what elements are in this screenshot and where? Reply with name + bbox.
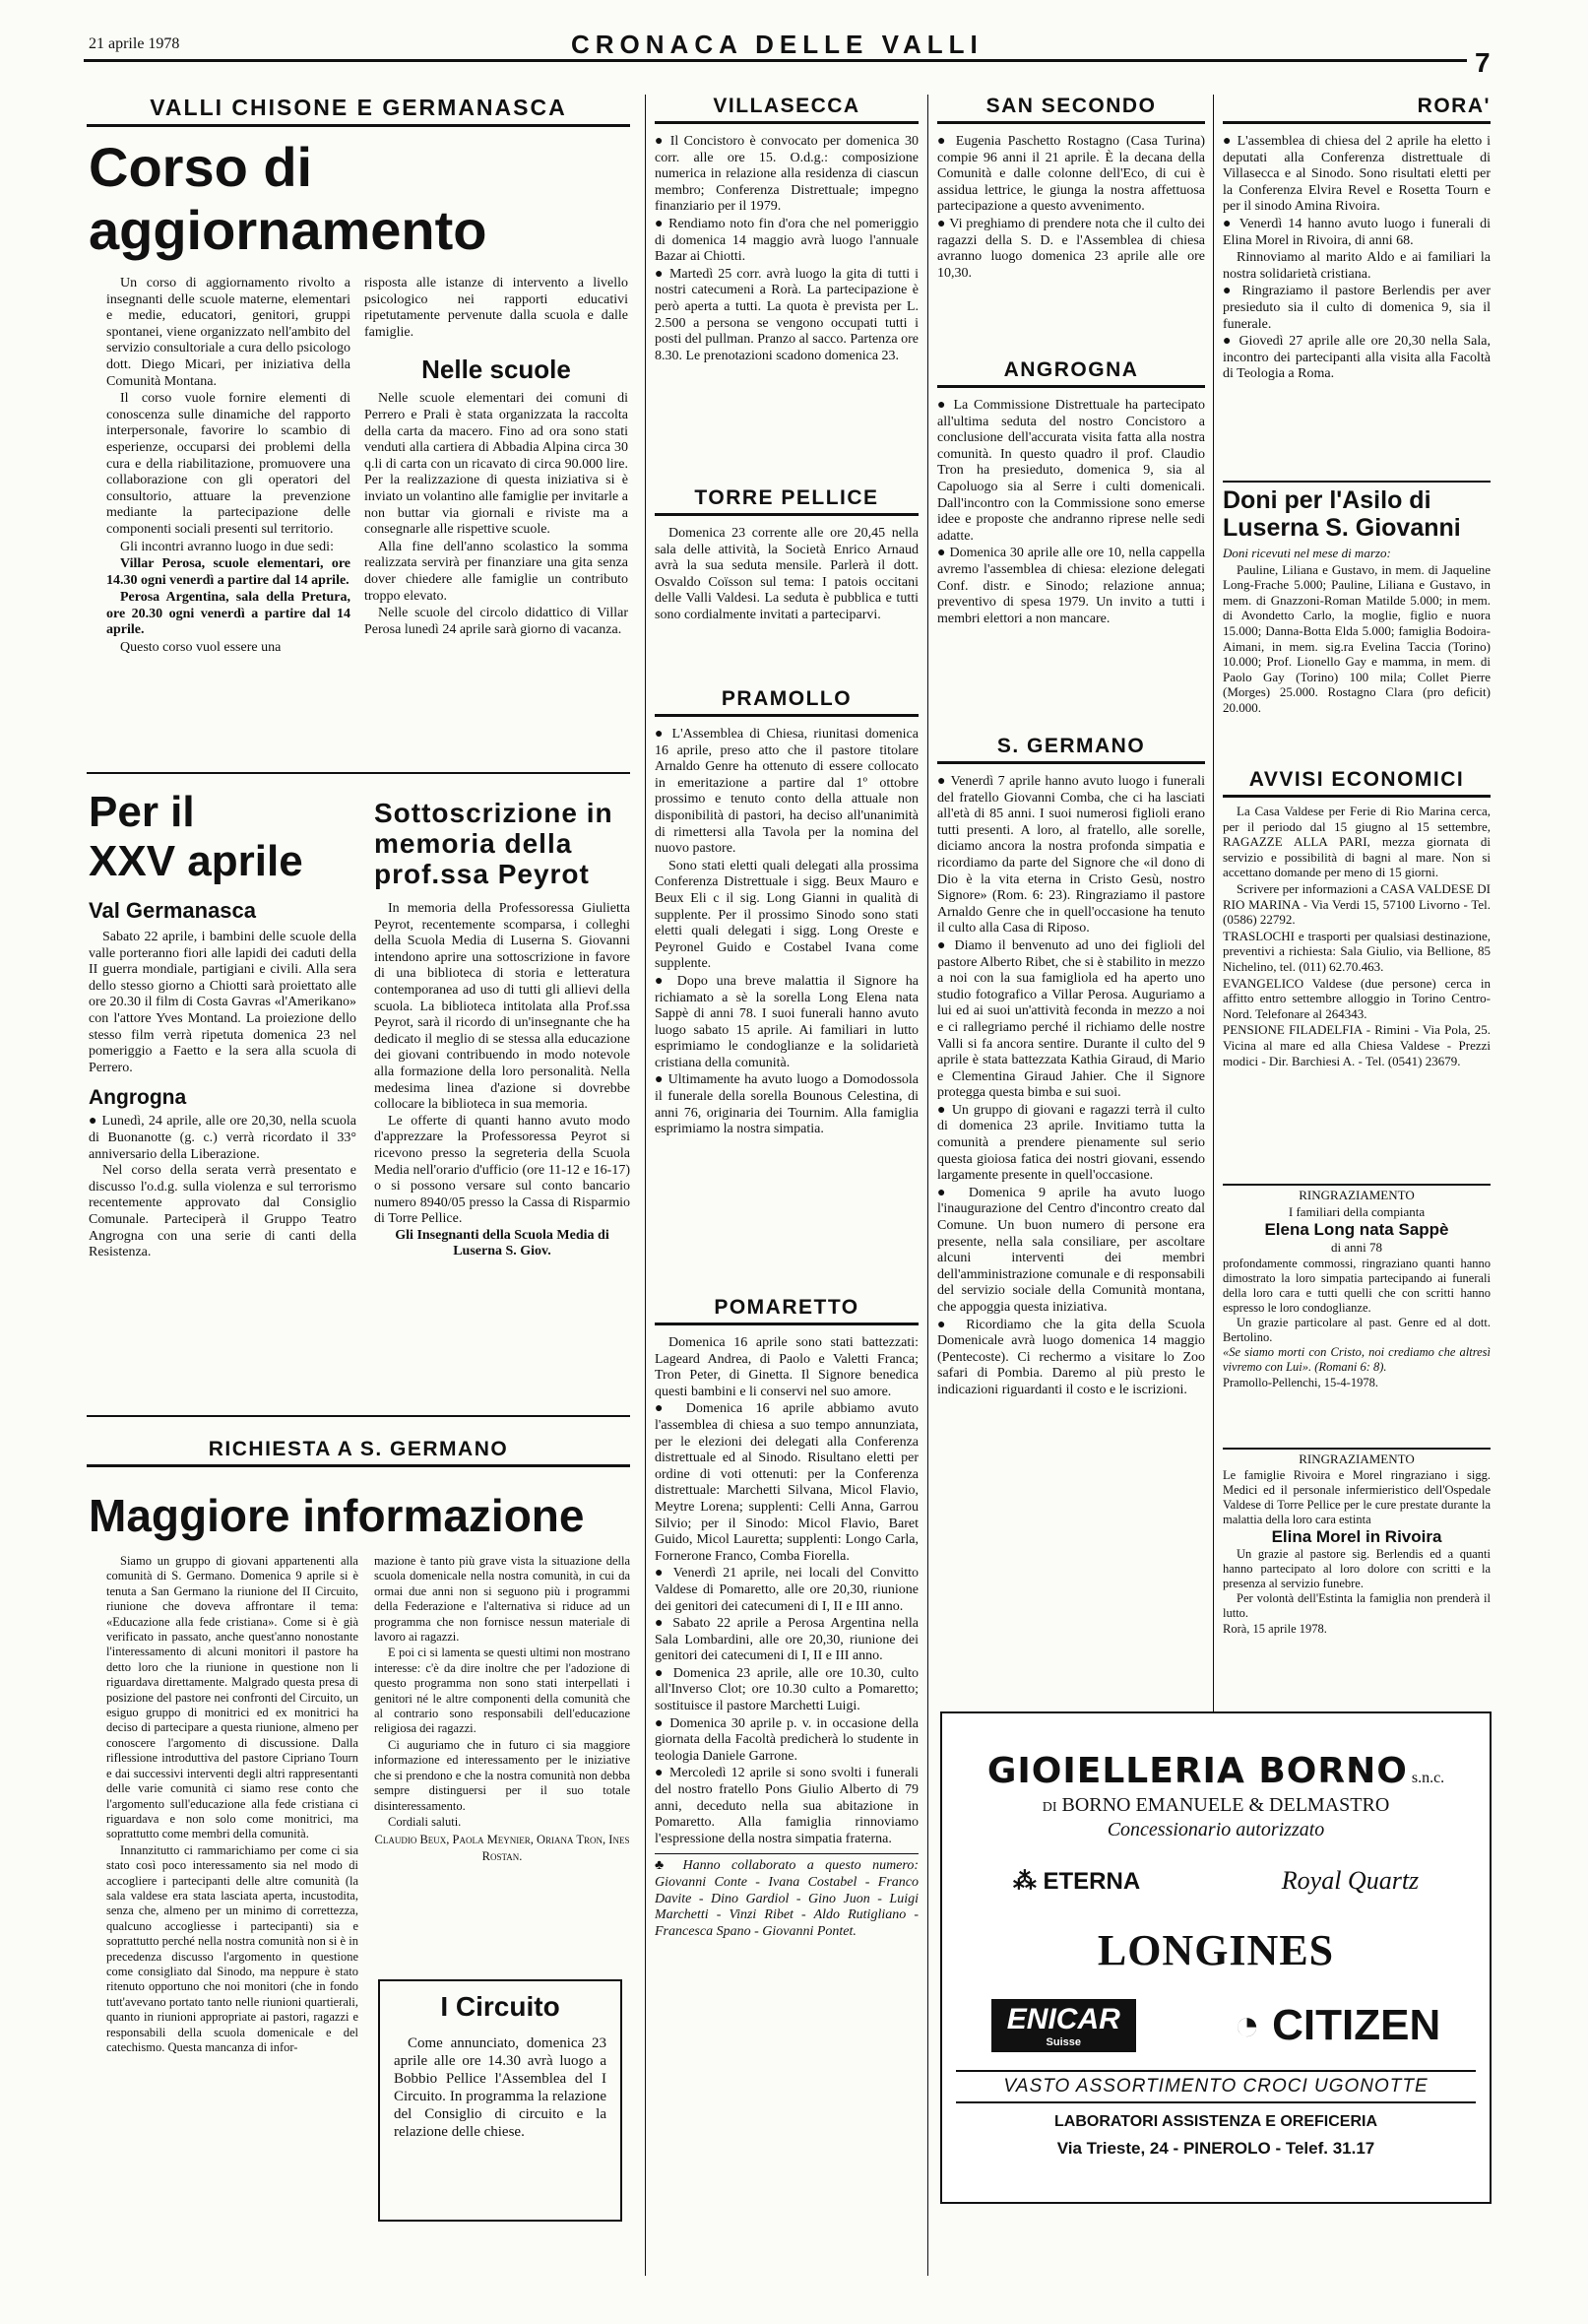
- section-avvisi: AVVISI ECONOMICI: [1223, 768, 1491, 798]
- circuito-title: I Circuito: [440, 1991, 560, 2022]
- maggiore-col1: Siamo un gruppo di giovani appartenenti alla comunità di S. Germano. Domenica 9 aprile si è tenuta a San Germano la riunione del II Circuito, riunione che doveva affrontare il tema: «Educazione alla fede cristiana». Come si è già verificato in passato, anche quest'anno nonostante l'interessamento di alcuni monitori il pastore ha detto loro che la riunione in questione non li riguardava direttamente. Malgrado questa presa di posizione del pastore nei confronti del Circuito, un esiguo gruppo di monitrici ed ex monitrici ha deciso di partecipare a questa riunione, almeno per conoscere l'argomento di discussione. Dalla riflessione introduttiva del pastore Cipriano Tourn e dai successivi interventi degli altri rappresentanti delle varie comunità ci siamo rese conto che l'argomento sull'educazione alla fede cristiana ci riguardava e non solo come monitrici, ma soprattutto come membri della comunità. Innanzitutto ci rammarichiamo per come ci sia stato così poco interessamento sia nel modo di accogliere i partecipanti delle altre comunità (la sala valdese era stata lasciata aperta, incustodita, senza che, almeno per un minimo di correttezza, qualcuno accogliesse i partecipanti) sia e soprattutto perché nella nostra comunità non si è in precedenza discusso l'argomento in questione come consigliato dal Sinodo, ma neppure è stato ritenuto opportuno che noi monitori (che in fondo tutt'avevano portato tanto nelle riunioni quartierali, quanto in riunioni appropriate ai pastori, ragazzi e responsabili della scuola domenicale e del catechismo. Questa mancanza di infor-: [106, 1554, 358, 2054]
- corso-col1: Un corso di aggiornamento rivolto a insegnanti delle scuole materne, elementari e medie, educatori, genitori, gruppi spontanei, viene organizzato nell'ambito del servizio consultoriale a cura dello psicologo dott. Diego Micari, per iniziativa della Comunità Montana. Il corso vuole fornire elementi di conoscenza sulle dinamiche del rapporto interpersonale, favorire lo scambio di esperienze, occuparsi dei problemi della cura e della riabilitazione, promuovere una collaborazione con gli operatori del consultorio, attuare la prevenzione mediante la partecipazione delle componenti sociali presenti sul territorio. Gli incontri avranno luogo in due sedi: Villar Perosa, scuole elementari, ore 14.30 ogni venerdì a partire dal 14 aprile. Perosa Argentina, sala della Pretura, ore 20.30 ogni venerdì a partire dal 14 aprile. Questo corso vuol essere una: [106, 276, 350, 656]
- maggiore-signature: Claudio Beux, Paola Meynier, Oriana Tron, Ines Rostan.: [374, 1833, 630, 1863]
- section-san-secondo: SAN SECONDO: [937, 95, 1205, 124]
- xxv-article: Per il XXV aprile Val Germanasca Sabato 22 aprile, i bambini delle scuole della valle porteranno fiori alle lapidi dei caduti della II guerra mondiale, partigiani e civili. Alla sera dello stesso giorno a Chiotti sarà proiettato alle ore 20.30 il film di Costa Gavras «l'Amerikano» con l'attore Yves Montand. La proiezione dello stesso film verrà ripetuta domenica 23 nel pomeriggio a Faetto e la sera alla scuola di Perrero. Angrogna ● Lunedì, 24 aprile, alle ore 20,30, nella scuola di Buonanotte (g. c.) verrà ricordato il 33° anniversario della Liberazione. Nel corso della serata verrà presentato e discusso l'o.d.g. sulla violenza e sul terrorismo recentemente approvato dal Consiglio Comunale. Parteciperà il Gruppo Teatro Angrogna con una serie di canti della Resistenza.: [89, 788, 356, 1260]
- corso-col2: risposta alle istanze di intervento a livello psicologico nei rapporti educativi ripetutamente pervenute dalla scuola e dalle famiglie. Nelle scuole Nelle scuole elementari dei comuni di Perrero e Prali è stata organizzata la raccolta della carta da macero. Fino ad ora sono stati venduti alla cartiera di Abbadia Alpina circa 30 q.li di carta con un ricavato di circa 90.000 lire. Per la realizzazione di questa iniziativa si è inviato un volantino alle famiglie per invitarle a non buttar via giornali e riviste ma a consegnarle alle rispettive scuole. Alla fine dell'anno scolastico la somma realizzata servirà per finanziare una gita senza dover chiedere alle famiglie un contributo troppo elevato. Nelle scuole del circolo didattico di Villar Perosa lunedì 24 aprile sarà giorno di vacanza.: [364, 276, 628, 637]
- angrogna-text: ● La Commissione Distrettuale ha partecipato all'ultima seduta del nostro Concistoro a conclusione dell'accurata visita fatta alla nostra comunità. In questo quadro il prof. Claudio Tron ha presieduto, domenica 9, sia al Capoluogo sia al Serre i culti domenicali. Dall'incontro con la Commissione sono emerse idee e proposte che andranno riprese nelle sedi adatte. ● Domenica 30 aprile alle ore 10, nella cappella avremo l'assemblea di chiesa: elezione delegati Conf. distr. e Sinodo; relazione annua; preventivo di spesa 1979. Un invito a tutti i membri elettori a non mancare.: [937, 398, 1205, 626]
- ad-shop-name: GIOIELLERIA BORNO: [986, 1751, 1408, 1791]
- doni-article: Doni per l'Asilo di Luserna S. Giovanni Doni ricevuti nel mese di marzo: Pauline, Liliana e Gustavo, in mem. di Jaqueline Long-Frache 5.000; Pauline, Liliana e Gustavo, in mem. di Gnazzoni-Roman Matilde 5.000; in mem. di Avondetto Carlo, la moglie, figlio e nuora 15.000; Danna-Botta Elda 5.000; famiglia Bodoira-Aimani, in mem. sig.ra Evelina Taccia (Torino) 10.000; Prof. Lionello Gay e mamma, in mem. di Paolo Gay (Torino) 100 mila; Collet Pierre (Morges) 25.000. Rostagno Clara (pro deficit) 20.000.: [1223, 486, 1491, 715]
- ringraziamento-long: RINGRAZIAMENTO I familiari della compianta Elena Long nata Sappè di anni 78 profondamente commossi, ringraziano quanti hanno dimostrato la loro simpatia partecipando ai funerali della loro cara e tutti quelli che con scritti hanno espresso le loro condoglianze. Un grazie particolare al past. Genre ed al dott. Bertolino. «Se siamo morti con Cristo, noi crediamo che altresì vivremo con Lui». (Romani 6: 8). Pramollo-Pellenchi, 15-4-1978.: [1223, 1188, 1491, 1389]
- ad-assortimento: VASTO ASSORTIMENTO CROCI UGONOTTE: [956, 2070, 1476, 2103]
- section-pomaretto: POMARETTO: [655, 1296, 919, 1325]
- san-secondo-text: ● Eugenia Paschetto Rostagno (Casa Turina) compie 96 anni il 21 aprile. È la decana della Comunità e dalle colonne dell'Eco, di cui è assidua lettrice, le giunga la nostra affettuosa partecipazione a questo avvenimento. ● Vi preghiamo di prendere nota che il culto dei ragazzi della S. D. e l'Assemblea di chiesa avranno luogo domenica 23 aprile alle ore 10,30.: [937, 134, 1205, 281]
- masthead: CRONACA DELLE VALLI: [571, 30, 984, 59]
- maggiore-col2: mazione è tanto più grave vista la situazione della scuola domenicale nella nostra comunità, in cui da ormai due anni non si seguono più i programmi della Federazione e l'alternativa si riduce ad un programma che non fornisce nessun materiale di lavoro ai ragazzi. E poi ci si lamenta se questi ultimi non mostrano interesse: c'è da dire inoltre che per l'adozione di questo programma non sono stati interpellati i genitori né le altre componenti della comunità che al contrario sono responsabili dell'educazione religiosa dei ragazzi. Ci auguriamo che in futuro ci sia maggiore informazione ed interessamento per le iniziative che si prendono e che la nostra comunità non debba sempre distinguersi per il suo totale disinteressamento. Cordiali saluti. Claudio Beux, Paola Meynier, Oriana Tron, Ines Rostan.: [374, 1554, 630, 1863]
- masthead-rule: [84, 59, 1467, 62]
- advertisement-borno: GIOIELLERIA BORNO s.n.c. di BORNO EMANUELE & DELMASTRO Concessionario autorizzato ⁂ ETERNA Royal Quartz LONGINES ENICAR Suisse ◔ CITIZEN VASTO ASSORTIMENTO CROCI UGONOTTE LABORATORI ASSISTENZA E OREFICERIA Via Trieste, 24 - PINEROLO - Telef. 31.17: [940, 1711, 1492, 2204]
- divider: [87, 772, 630, 774]
- section-torre: TORRE PELLICE: [655, 486, 919, 516]
- circuito-box: I Circuito Come annunciato, domenica 23 aprile alle ore 14.30 avrà luogo a Bobbio Pellice l'Assemblea del I Circuito. In programma la relazione del Consiglio di circuito e la relazione delle chiese.: [378, 1979, 622, 2222]
- ad-citizen-logo: ◔ CITIZEN: [1234, 2001, 1441, 2050]
- sottoscrizione-title: Sottoscrizione in memoria della prof.ssa Peyrot: [374, 798, 613, 889]
- page-number: 7: [1475, 47, 1491, 78]
- nelle-scuole-title: Nelle scuole: [421, 355, 571, 385]
- section-valli: VALLI CHISONE E GERMANASCA: [87, 95, 630, 127]
- sottoscrizione-article: Sottoscrizione in memoria della prof.ssa Peyrot In memoria della Professoressa Giulietta Peyrot, recentemente scomparsa, i colleghi della Scuola Media di Luserna S. Giovanni intendono aprire una sottoscrizione in favore di una biblioteca di storia e letteratura contemporanea ad uso di tutti gli allievi della scuola. La biblioteca intitolata alla Prof.ssa Peyrot, sarà il ricordo di un'insegnante che ha dedicato il meglio di se stessa alla educazione dei giovani contribuendo in modo notevole alla formazione della loro personalità. Nella medesima linea d'azione si dovrebbe collocare la biblioteca in sua memoria. Le offerte di quanti hanno avuto modo d'apprezzare la Professoressa Peyrot si ricevono presso la segreteria della Scuola Media nell'orario d'ufficio (ore 11-12 e 16-17) o si possono versare sul conto bancario numero 8940/05 presso la Cassa di Risparmio di Torre Pellice. Gli Insegnanti della Scuola Media di Luserna S. Giov.: [374, 798, 630, 1259]
- section-rora: RORA': [1223, 95, 1491, 124]
- section-angrogna: ANGROGNA: [937, 358, 1205, 388]
- xxv-title-1: Per il: [89, 788, 195, 836]
- eterna-icon: ⁂: [1012, 1868, 1037, 1896]
- s-germano-text: ● Venerdì 7 aprile hanno avuto luogo i funerali del fratello Giovanni Comba, che ci ha lasciati all'età di 85 anni. I suoi numerosi figlioli erano tutti presenti. A loro, al fratello, alle sorelle, diciamo ancora la nostra profonda simpatia e ricordiamo da parte del Signore che «il dono di Dio è la vita eterna in Cristo Gesù, nostro Signore» (Rom. 6: 23). Ringraziamo il pastore Arnaldo Genre che in quell'occasione ha tenuto il culto alla Casa di Riposo. ● Diamo il benvenuto ad uno dei figlioli del pastore Alberto Ribet, che si è stabilito in mezzo a noi con la sua famigliola ed ha aperto uno studio fotografico a Villar Perosa. Auguriamo a lui ed ai suoi un'attività feconda in mezzo a noi e ci rallegriamo perché il richiamo delle nostre Valli si fa ancora sentire. Durante il culto del 9 aprile è stata battezzata Kathia Giraud, di Mario e Clementina Giraud Jahier. Che il Signore protegga questa bimba e sui suoi. ● Un gruppo di giovani e ragazzi terrà il culto di domenica 23 aprile. Invitiamo tutta la comunità a prendere pienamente sul serio questa gioiosa fatica dei nostri giovani, essendo largamente presente in quell'occasione. ● Domenica 9 aprile ha avuto luogo l'inaugurazione del Centro d'incontro creato dal Comune. Un buon numero di persone era presente, nella sala consiliare, per ascoltare alcuni interventi dei membri dell'amministrazione comunale e di responsabili del servizio sociale della Comunità montana, che appoggia questa iniziativa. ● Ricordiamo che la gita della Scuola Domenicale avrà luogo domenica 14 maggio (Pentecoste). Ci rechermo a visitare lo Zoo safari di Pombia. Daremo al più presto le indicazioni riguardanti il costo e le iscrizioni.: [937, 774, 1205, 1397]
- issue-date: 21 aprile 1978: [89, 35, 180, 52]
- ad-eterna-logo: ⁂ ETERNA: [1012, 1868, 1141, 1896]
- xxv-subtitle: Val Germanasca: [89, 898, 257, 923]
- angrogna-subtitle: Angrogna: [89, 1086, 187, 1110]
- torre-text: Domenica 23 corrente alle ore 20,45 nella sala delle attività, la Società Enrico Arnaud avrà la sua seduta mensile. Parlerà il dott. Osvaldo Coïsson sul tema: I patois occitani delle Valli Valdesi. La seduta è pubblica e tutti sono cordialmente invitati a parteciparvi.: [655, 526, 919, 622]
- avvisi-text: La Casa Valdese per Ferie di Rio Marina cerca, per il periodo dal 15 giugno al 15 settembre, RAGAZZE ALLA PARI, mezza giornata di servizio e possibilità di bagni al mare. Non si accettano domande per meno di 15 giorni. Scrivere per informazioni a CASA VALDESE DI RIO MARINA - Via Verdi 15, 57100 Livorno - Tel. (0586) 22792. TRASLOCHI e trasporti per qualsiasi destinazione, preventivi a richiesta: Sala Giulio, via Bellione, 85 Nichelino, tel. (011) 62.70.463. EVANGELICO Valdese (due persone) cerca in affitto entro settembre alloggio in Torino Centro-Nord. Telefonare al 264343. PENSIONE FILADELFIA - Rimini - Via Pola, 25. Vicina al mare ed alla Chiesa Valdese - Prezzi modici - Dir. Barchiesi A. - Tel. (0541) 23679.: [1223, 804, 1491, 1068]
- section-richiesta: RICHIESTA A S. GERMANO: [87, 1438, 630, 1467]
- section-pramollo: PRAMOLLO: [655, 687, 919, 717]
- pomaretto-text: Domenica 16 aprile sono stati battezzati: Lageard Andrea, di Paolo e Valetti Franca; Tron Peter, di Ginetta. Il Signore benedica questi bambini e li conservi nel suo amore. ● Domenica 16 aprile abbiamo avuto l'assemblea di chiesa a suo tempo annunziata, per le elezioni dei delegati alla Conferenza distrettuale ed al Sinodo. Risultano eletti per ordine di voti ottenuti: per la Conferenza distrettuale: Marchetti Silvana, Micol Flavio, Meytre Lorena; supplenti: Celli Anna, Garrou Silvio; per il Sinodo: Micol Flavio, Baret Guido, Micol Lauretta; supplenti: Longo Carla, Fornerone Franco, Comba Fiorella. ● Venerdì 21 aprile, nei locali del Convitto Valdese di Pomaretto, alle ore 20,30, riunione dei genitori dei catecumeni di I, II e III anno. ● Sabato 22 aprile a Perosa Argentina nella Sala Lombardini, alle ore 20,30, riunione dei genitori dei catecumeni di I, II e III anno. ● Domenica 23 aprile, alle ore 10.30, culto all'Inverso Clot; ore 10.30 culto a Pomaretto; sostituisce il pastore Marchetti Luigi. ● Domenica 30 aprile p. v. in occasione della giornata della Facoltà predicherà lo studente in teologia Daniele Garrone. ● Mercoledì 12 aprile si sono svolti i funerali del nostro fratello Pons Giulio Alberto di 79 anni, deceduto nella sua abitazione in Pomaretto. Alla famiglia rinnoviamo l'espressione della nostra simpatia fraterna. ♣ Hanno collaborato a questo numero: Giovanni Conte - Ivana Costabel - Franco Davite - Dino Gardiol - Gino Juon - Luigi Marchetti - Vinzi Ribet - Aldo Rutigliano - Francesca Spano - Giovanni Pontet.: [655, 1335, 919, 1939]
- clock-icon: ◔: [1234, 2001, 1260, 2050]
- xxv-title-2: XXV aprile: [89, 837, 303, 885]
- corso-title: Corso di aggiornamento: [89, 136, 487, 261]
- ad-longines-logo: LONGINES: [1097, 1926, 1335, 1975]
- pramollo-text: ● L'Assemblea di Chiesa, riunitasi domenica 16 aprile, preso atto che il pastore titolare Arnaldo Genre ha ottenuto di essere collocato in emeritazione a partire dal 1º ottobre prossimo e tenuto conto della attuale non disponibilità di pastori, ha deciso all'unanimità di rimettersi alla Tavola per la nomina del nuovo pastore. Sono stati eletti quali delegati alla prossima Conferenza Distrettuale i sigg. Beux Mauro e Beux Eli c il sig. Long Gianni in qualità di supplente. Per il prossimo Sinodo sono stati eletti quali delegati i sigg. Long Oreste e Peyronel Guido e Costabel Ivana come supplente. ● Dopo una breve malattia il Signore ha richiamato a sè la sorella Long Elena nata Sappè di anni 78. I suoi funerali hanno avuto luogo sabato 15 aprile. Ai familiari in lutto esprimiamo le condoglianze e la solidarietà cristiana della comunità. ● Ultimamente ha avuto luogo a Domodossola il funerale della sorella Bounous Celestina, di anni 76, originaria dei Tournim. Alla famiglia esprimiamo la nostra simpatia.: [655, 727, 919, 1137]
- section-s-germano: S. GERMANO: [937, 735, 1205, 764]
- villasecca-text: ● Il Concistoro è convocato per domenica 30 corr. alle ore 15. O.d.g.: composizione numerica in relazione alla residenza di ciascun membro; Conferenza Distrettuale; impegno finanziario per il 1979. ● Rendiamo noto fin d'ora che nel pomeriggio di domenica 14 maggio avrà luogo l'annuale Bazar ai Chiotti. ● Martedì 25 corr. avrà luogo la gita di tutti i nostri catecumeni a Rorà. La partecipazione è però aperta a tutti. La quota è prevista per L. 2.500 a persona se vengono occupati tutti i posti del pullman. Pranzo al sacco. Partenza ore 8.30. Le prenotazioni scadono domenica 23.: [655, 134, 919, 363]
- doni-title: Doni per l'Asilo di Luserna S. Giovanni: [1223, 486, 1461, 542]
- ringraziamento-morel: RINGRAZIAMENTO Le famiglie Rivoira e Morel ringraziano i sigg. Medici ed il personale infermieristico dell'Ospedale Valdese di Torre Pellice per le cure prestate durante la malattia della loro cara estinta Elina Morel in Rivoira Un grazie al pastore sig. Berlendis ed a quanti hanno partecipato al loro dolore con scritti e la presenza al servizio funebre. Per volontà dell'Estinta la famiglia non prenderà il lutto. Rorà, 15 aprile 1978.: [1223, 1452, 1491, 1636]
- maggiore-title: Maggiore informazione: [89, 1490, 585, 1541]
- ad-enicar-logo: ENICAR Suisse: [991, 1999, 1136, 2052]
- section-villasecca: VILLASECCA: [655, 95, 919, 124]
- ad-royal-quartz-logo: Royal Quartz: [1281, 1866, 1420, 1896]
- rora-text: ● L'assemblea di chiesa del 2 aprile ha eletto i deputati alla Conferenza distrettuale di Villasecca e al Sinodo. Sono risultati eletti per la Conferenza Elvira Revel e Rosetta Tourn e per il sinodo Amina Rivoira. ● Venerdì 14 hanno avuto luogo i funerali di Elina Morel in Rivoira, di anni 68. Rinnoviamo al marito Aldo e ai familiari la nostra solidarietà cristiana. ● Ringraziamo il pastore Berlendis per aver presieduto sia il culto di domenica 9, sia il funerale. ● Giovedì 27 aprile alle ore 20,30 nella Sala, incontro dei partecipanti alla visita alla Facoltà di Teologia a Roma.: [1223, 134, 1491, 382]
